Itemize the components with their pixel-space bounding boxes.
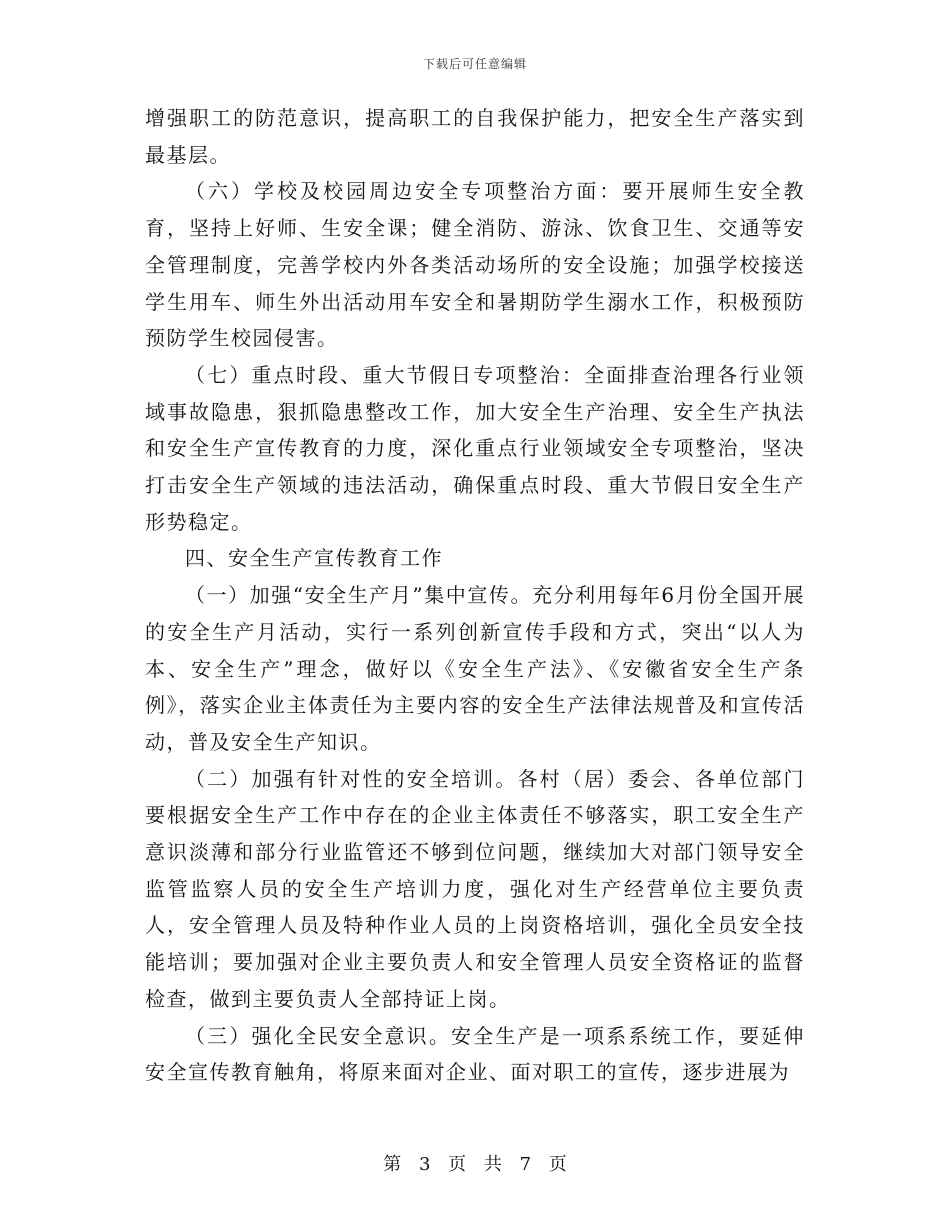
paragraph: （二）加强有针对性的安全培训。各村（居）委会、各单位部门要根据安全生产工作中存在的企业主体责任不够落实，职工安全生产意识淡薄和部分行业监管还不够到位问题，继续加大对部门领导安全监管监察人员的安全生产培训力度，强化对生产经营单位主要负责人，安全管理人员及特种作业人员的上岗资格培训，强化全员安全技能培训；要加强对企业主要负责人和安全管理人员安全资格证的监督检查，做到主要负责人全部持证上岗。 — [145, 766, 805, 1011]
total-pages-number: 7 — [519, 1154, 532, 1175]
footer-label-unit: 页 — [448, 1154, 467, 1175]
paragraph: （六）学校及校园周边安全专项整治方面：要开展师生安全教育，坚持上好师、生安全课；健全消防、游泳、饮食卫生、交通等安全管理制度，完善学校内外各类活动场所的安全设施；加强学校接送学生用车、师生外出活动用车安全和暑期防学生溺水工作，积极预防预防学生校园侵害。 — [145, 179, 805, 351]
section-heading: 四、安全生产宣传教育工作 — [185, 546, 443, 571]
paragraph: （七）重点时段、重大节假日专项整治：全面排查治理各行业领域事故隐患，狠抓隐患整改工作，加大安全生产治理、安全生产执法和安全生产宣传教育的力度，深化重点行业领域安全专项整治，坚决打击安全生产领域的违法活动，确保重点时段、重大节假日安全生产形势稳定。 — [145, 362, 805, 534]
page-number-footer — [0, 1150, 950, 1176]
paragraph: 增强职工的防范意识，提高职工的自我保护能力，把安全生产落实到最基层。 — [145, 106, 805, 167]
current-page-number: 3 — [418, 1154, 431, 1175]
footer-label-page: 第 — [383, 1154, 402, 1175]
paragraph: （三）强化全民安全意识。安全生产是一项系系统工作，要延伸安全宣传教育触角，将原来面对企业、面对职工的宣传，逐步进展为 — [145, 1023, 805, 1085]
footer-label-unit2: 页 — [548, 1154, 567, 1175]
document-body — [145, 100, 805, 1091]
paragraph: （一）加强“安全生产月”集中宣传。充分利用每年6月份全国开展的安全生产月活动，实行一系列创新宣传手段和方式，突出“以人为本、安全生产”理念，做好以《安全生产法》、《安徽省安全生产条例》，落实企业主体责任为主要内容的安全生产法律法规普及和宣传活动，普及安全生产知识。 — [145, 583, 805, 754]
page-header: 下载后可任意编辑 — [422, 57, 527, 71]
footer-label-total: 共 — [483, 1154, 502, 1175]
